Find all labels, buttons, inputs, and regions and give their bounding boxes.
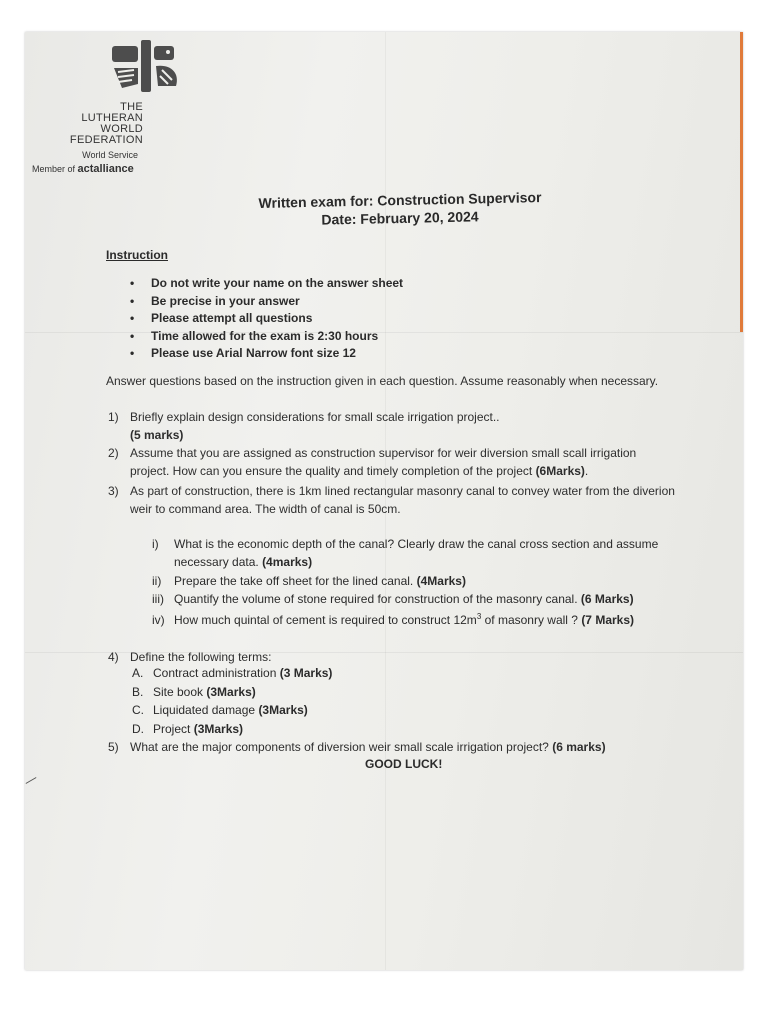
question-1	[108, 408, 500, 426]
question-4	[108, 648, 271, 666]
subquestion-text: necessary data.	[174, 555, 259, 569]
marks-label: (7 Marks)	[581, 613, 634, 627]
member-line	[32, 163, 134, 175]
subquestion-text: of masonry wall ?	[481, 613, 578, 627]
marks-label: (6Marks)	[535, 464, 585, 478]
closing-text: GOOD LUCK!	[365, 757, 443, 771]
lwf-logo-icon	[110, 40, 182, 92]
item-text: Liquidated damage	[153, 703, 256, 717]
marks-label: (5 marks)	[130, 428, 184, 442]
question-number: 2)	[108, 446, 119, 460]
question-text: What are the major components of diversion weir small scale irrigation project?	[130, 740, 549, 754]
intro-text: Answer questions based on the instruction given in each question. Assume reasonably when necessary.	[106, 374, 659, 388]
question-text: weir to command area. The width of canal is 50cm.	[130, 502, 401, 516]
item-letter: A.	[132, 666, 144, 680]
definition-item-d	[132, 722, 243, 736]
list-item: • Do not write your name on the answer sheet	[130, 276, 403, 294]
subquestion-iv	[152, 608, 634, 629]
item-text: Contract administration	[153, 666, 277, 680]
subquestion-number: ii)	[152, 574, 162, 588]
question-text: Briefly explain design considerations for small scale irrigation project..	[130, 410, 500, 424]
subquestion-iii	[152, 590, 634, 608]
exam-title: Written exam for: Construction Supervisor	[258, 189, 542, 211]
definition-item-c	[132, 703, 308, 717]
instruction-list	[130, 276, 403, 364]
subquestion-text: How much quintal of cement is required to construct 12m	[174, 613, 477, 627]
question-number: 1)	[108, 410, 119, 424]
subquestion-i-cont	[174, 553, 312, 571]
marks-label: (3Marks)	[193, 722, 244, 736]
question-text: Define the following terms:	[130, 650, 272, 664]
list-item: • Be precise in your answer	[130, 294, 403, 312]
question-2-cont	[130, 462, 588, 480]
question-text: As part of construction, there is 1km lined rectangular masonry canal to convey water from the diverion	[130, 484, 675, 498]
question-5	[108, 738, 606, 756]
marks-label: (3Marks)	[258, 703, 308, 717]
question-number: 5)	[108, 740, 119, 754]
subquestion-number: i)	[152, 537, 159, 551]
superscript: 3	[476, 612, 482, 621]
subquestion-number: iv)	[152, 613, 165, 627]
list-item: • Please use Arial Narrow font size 12	[130, 346, 403, 364]
item-text: Project	[153, 722, 191, 736]
question-number: 3)	[108, 484, 119, 498]
subquestion-ii	[152, 572, 466, 590]
marks-label: (4Marks)	[416, 574, 466, 588]
question-3-cont	[130, 500, 401, 518]
definition-item-a	[132, 666, 332, 680]
member-prefix: Member of	[32, 164, 76, 174]
item-letter: B.	[132, 685, 144, 699]
subquestion-number: iii)	[152, 592, 164, 606]
question-text: project. How can you ensure the quality and timely completion of the project	[130, 464, 533, 478]
list-item: • Time allowed for the exam is 2:30 hours	[130, 329, 403, 347]
exam-date: Date: February 20, 2024	[321, 208, 479, 228]
question-number: 4)	[108, 650, 119, 664]
question-end: .	[584, 464, 589, 478]
question-text: Assume that you are assigned as construction supervisor for weir diversion small scall irrigation	[130, 446, 637, 460]
question-2	[108, 444, 636, 462]
item-letter: C.	[132, 703, 144, 717]
list-item: • Please attempt all questions	[130, 311, 403, 329]
org-name-line: FEDERATION	[69, 134, 143, 146]
definition-item-b	[132, 685, 256, 699]
org-service: World Service	[82, 150, 138, 160]
question-1-marks	[130, 426, 183, 444]
subquestion-text: Prepare the take off sheet for the lined canal.	[174, 574, 414, 588]
marks-label: (3 Marks)	[279, 666, 333, 680]
member-name: actalliance	[77, 163, 134, 175]
marks-label: (3Marks)	[206, 685, 256, 699]
question-3	[108, 482, 675, 500]
marks-label: (4marks)	[262, 555, 313, 569]
org-name-line: THE	[120, 101, 143, 113]
org-name-line: LUTHERAN	[81, 112, 143, 124]
org-name-line: WORLD	[100, 123, 143, 135]
instruction-heading: Instruction	[106, 248, 168, 262]
marks-label: (6 marks)	[552, 740, 606, 754]
paper-edge	[740, 32, 743, 332]
item-text: Site book	[153, 685, 204, 699]
subquestion-i	[152, 535, 658, 553]
marks-label: (6 Marks)	[580, 592, 634, 606]
subquestion-text: Quantify the volume of stone required for construction of the masonry canal.	[174, 592, 578, 606]
subquestion-text: What is the economic depth of the canal? Clearly draw the canal cross section and assume	[174, 537, 659, 551]
org-name	[40, 102, 143, 146]
item-letter: D.	[132, 722, 144, 736]
